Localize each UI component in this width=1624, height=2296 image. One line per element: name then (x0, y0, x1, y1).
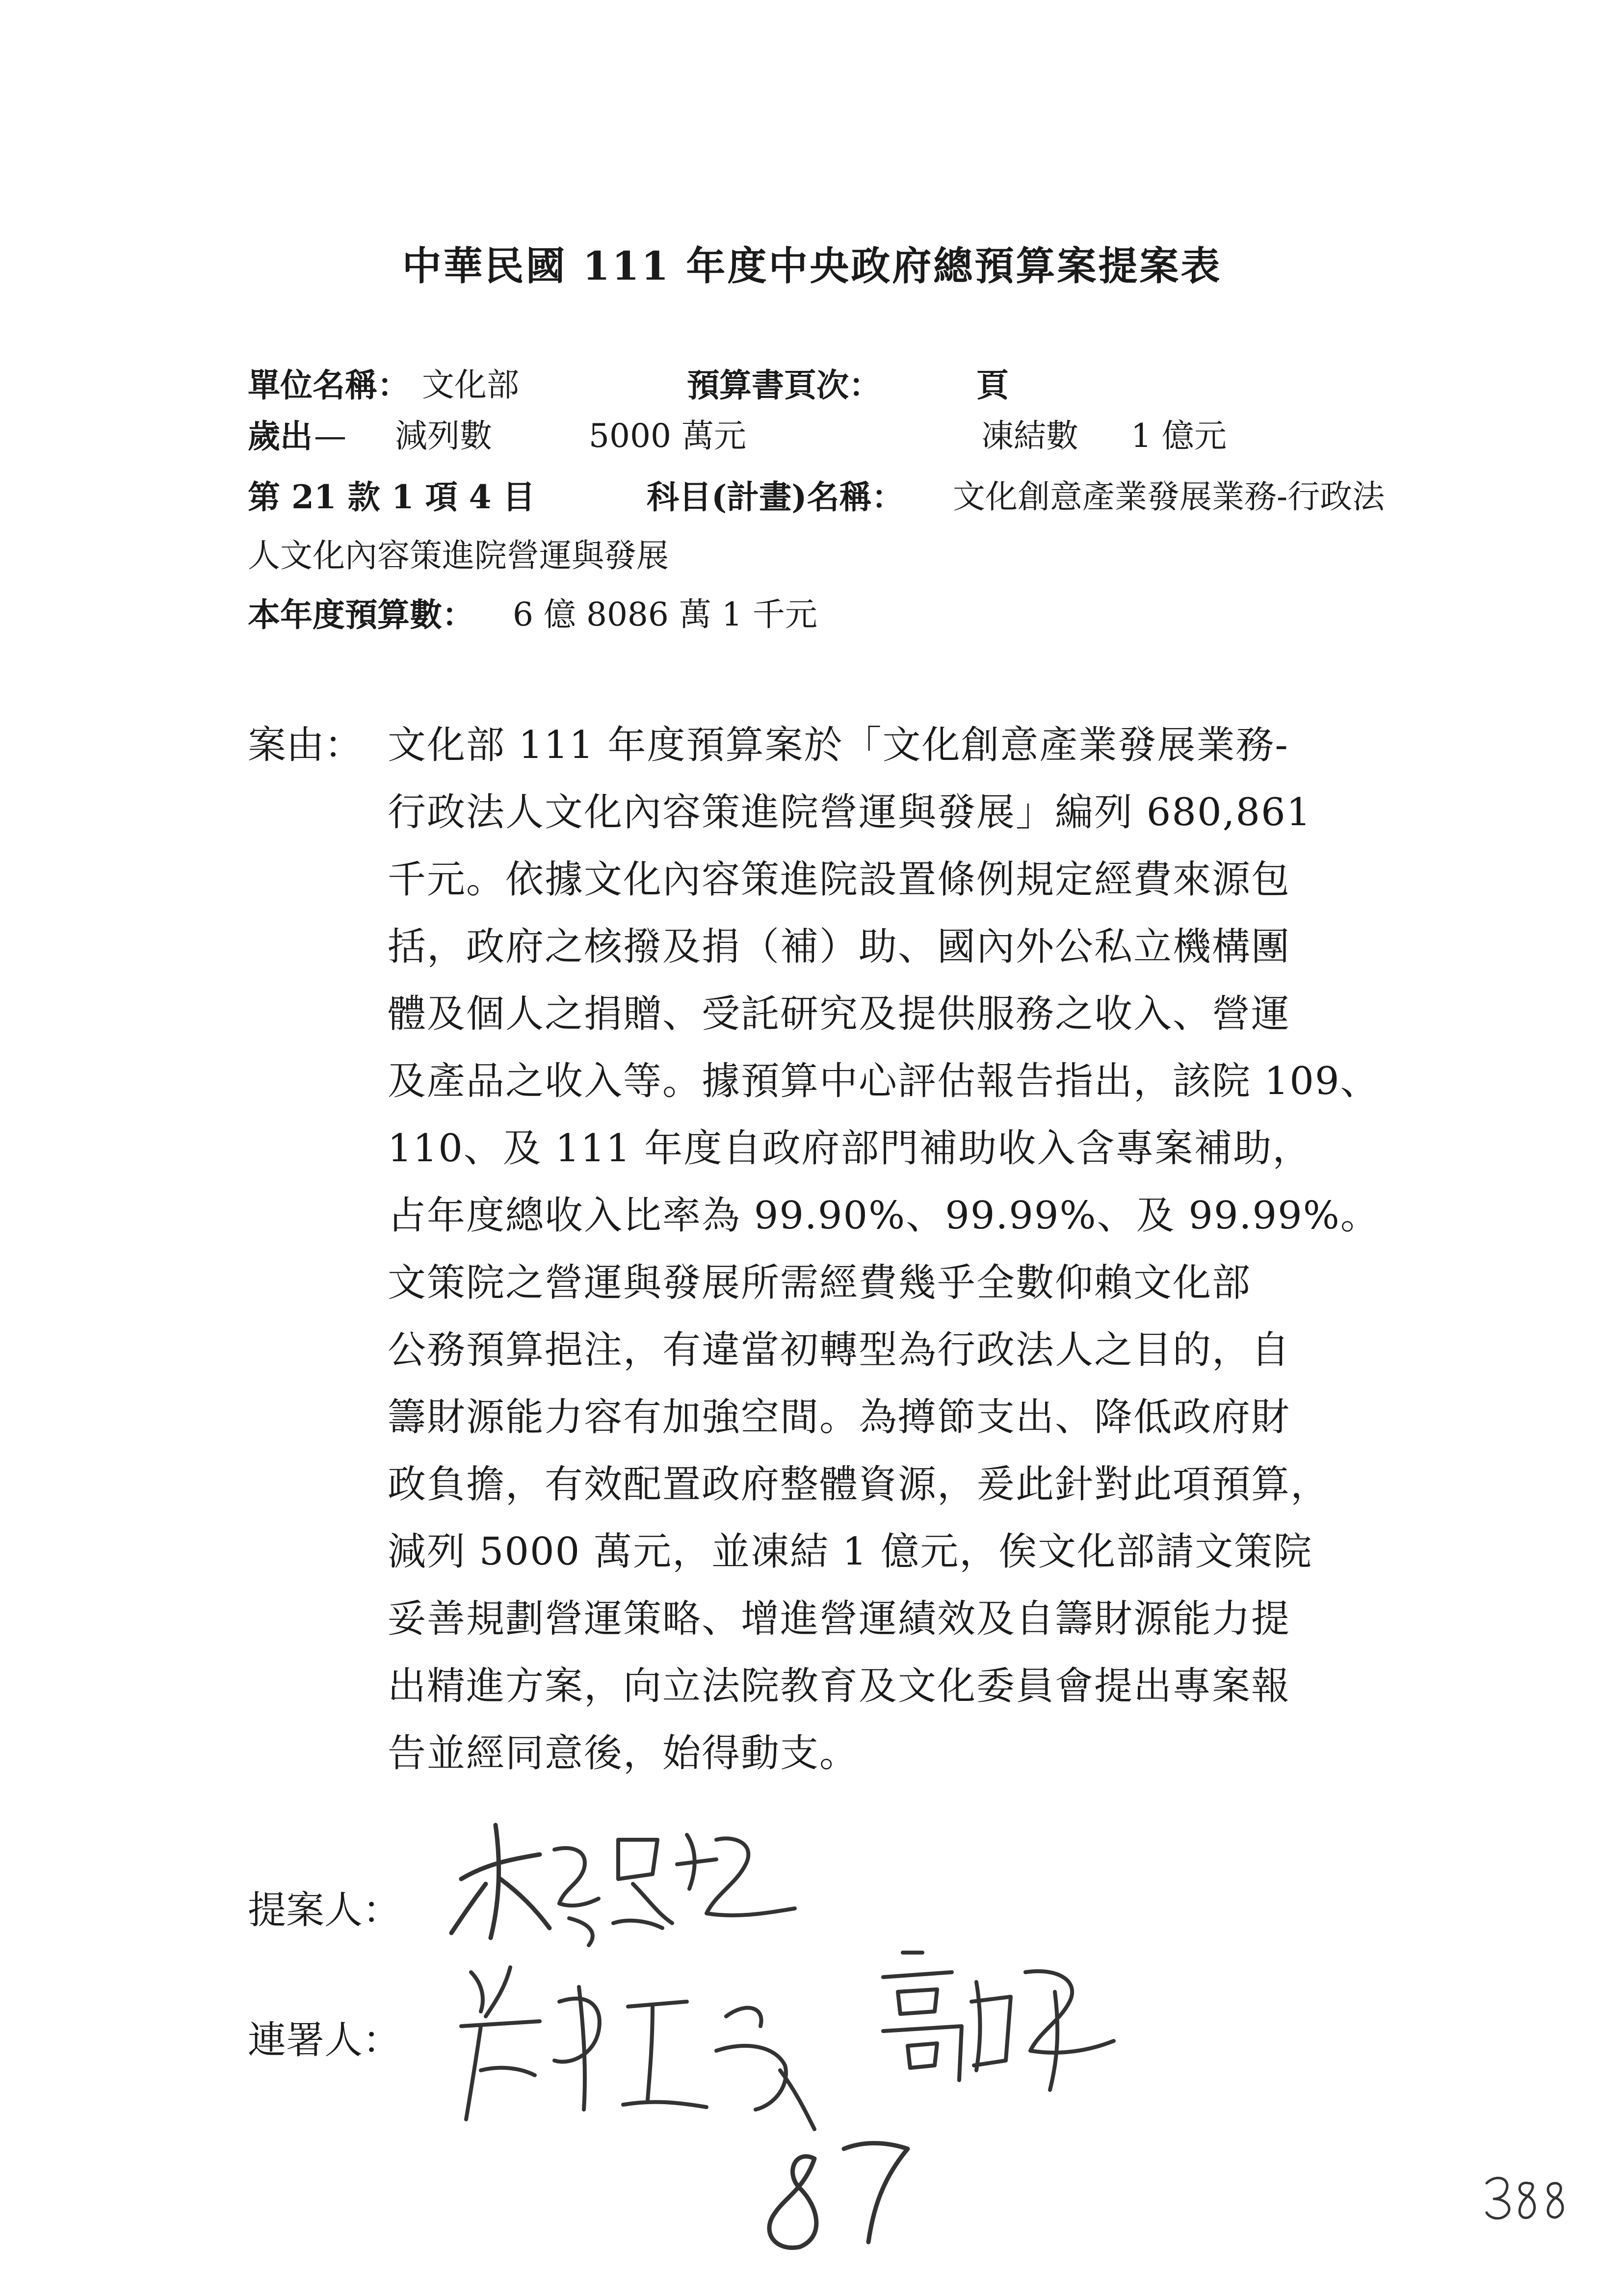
expense-label: 歲出 (248, 417, 313, 455)
reason-line: 110、及 111 年度自政府部門補助收入含專案補助， (388, 1126, 1312, 1171)
expense-dash: — (314, 417, 346, 455)
reason-line: 政負擔，有效配置政府整體資源，爰此針對此項預算， (388, 1462, 1330, 1507)
reason-line: 及產品之收入等。據預算中心評估報告指出，該院 109、 (388, 1059, 1380, 1103)
reason-line: 告並經同意後，始得動支。 (388, 1731, 859, 1775)
freeze-value: 1 億元 (1131, 417, 1227, 455)
reason-line: 籌財源能力容有加強空間。為撙節支出、降低政府財 (388, 1395, 1291, 1439)
proposer-label: 提案人： (248, 1888, 401, 1932)
budget-page-label: 預算書頁次： (687, 366, 881, 404)
subject-label: 科目(計畫)名稱： (647, 478, 904, 516)
reason-line: 括，政府之核撥及捐（補）助、國內外公私立機構團 (388, 925, 1291, 969)
subject-line-2: 人文化內容策進院營運與發展 (248, 537, 669, 574)
budget-amount-label: 本年度預算數： (248, 596, 474, 634)
cosigner-signatures (442, 1943, 1178, 2257)
subject-line-1: 文化創意產業發展業務-行政法 (953, 478, 1385, 516)
reason-line: 千元。依據文化內容策進院設置條例規定經費來源包 (388, 858, 1291, 902)
reason-line: 文策院之營運與發展所需經費幾乎全數仰賴文化部 (388, 1261, 1252, 1305)
budget-page-value: 頁 (976, 366, 1009, 404)
unit-value: 文化部 (422, 366, 519, 404)
document-title: 中華民國 111 年度中央政府總預算案提案表 (402, 243, 1222, 289)
unit-label: 單位名稱： (248, 366, 410, 404)
reason-line: 文化部 111 年度預算案於「文化創意產業發展業務- (388, 723, 1289, 767)
reason-line: 公務預算挹注，有違當初轉型為行政法人之目的，自 (388, 1328, 1291, 1372)
reason-line: 妥善規劃營運策略、增進營運績效及自籌財源能力提 (388, 1597, 1291, 1641)
budget-amount-value: 6 億 8086 萬 1 千元 (513, 596, 817, 633)
budget-section: 第 21 款 1 項 4 目 (248, 478, 535, 516)
reason-line: 占年度總收入比率為 99.90%、99.99%、及 99.99%。 (388, 1194, 1380, 1238)
freeze-label: 凍結數 (981, 417, 1078, 455)
page-number-handwritten (1482, 2168, 1570, 2222)
reason-label: 案由： (248, 723, 363, 767)
reason-line: 行政法人文化內容策進院營運與發展」編列 680,861 (388, 790, 1312, 835)
reduce-label: 減列數 (395, 417, 492, 455)
proposer-signature (442, 1805, 824, 1953)
reason-line: 減列 5000 萬元，並凍結 1 億元，俟文化部請文策院 (388, 1530, 1313, 1574)
reduce-value: 5000 萬元 (589, 417, 746, 455)
cosigner-label: 連署人： (248, 2018, 401, 2062)
reason-line: 體及個人之捐贈、受託研究及提供服務之收入、營運 (388, 992, 1291, 1036)
reason-line: 出精進方案，向立法院教育及文化委員會提出專案報 (388, 1664, 1291, 1708)
